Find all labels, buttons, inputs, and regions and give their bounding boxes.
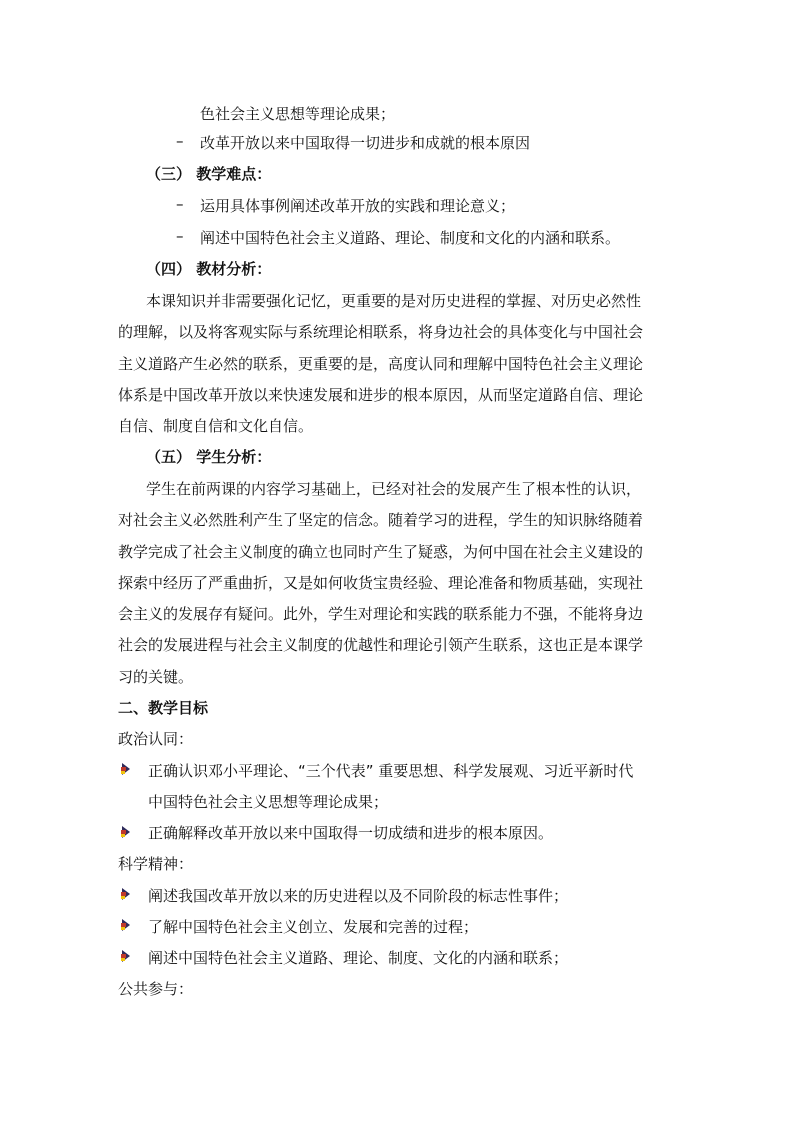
paragraph-line: 体系是中国改革开放以来快速发展和进步的根本原因，从而坚定道路自信、理论: [118, 386, 644, 404]
paragraph-line: 对社会主义必然胜利产生了坚定的信念。随着学习的进程，学生的知识脉络随着: [118, 511, 644, 529]
political-label: 政治认同：: [118, 730, 194, 748]
section-two-heading: 二、教学目标: [118, 699, 209, 717]
paragraph-line: 自信、制度自信和文化自信。: [118, 417, 314, 435]
student-heading: （五） 学生分析：: [146, 448, 272, 466]
textbook-heading: （四） 教材分析：: [146, 260, 272, 278]
list-item: 阐述中国特色社会主义道路、理论、制度、文化的内涵和联系；: [148, 949, 569, 967]
paragraph-line: 学生在前两课的内容学习基础上，已经对社会的发展产生了根本性的认识，: [146, 480, 642, 498]
paragraph-line: 探索中经历了严重曲折，又是如何收货宝贵经验、理论准备和物质基础，实现社: [118, 574, 644, 592]
difficulty-heading: （三） 教学难点：: [146, 165, 272, 183]
paragraph-line: 本课知识并非需要强化记忆，更重要的是对历史进程的掌握、对历史必然性: [146, 292, 642, 310]
dash-icon: –: [176, 195, 184, 213]
list-item: 了解中国特色社会主义创立、发展和完善的过程；: [148, 918, 479, 936]
paragraph-line: 的理解，以及将客观实际与系统理论相联系，将身边社会的具体变化与中国社会: [118, 323, 644, 341]
ribbon-bullet-icon: [120, 825, 132, 839]
ribbon-bullet-icon: [120, 949, 132, 963]
list-item: 正确认识邓小平理论、“三个代表” 重要思想、科学发展观、习近平新时代: [148, 762, 634, 780]
dash-icon: –: [176, 132, 184, 150]
ribbon-bullet-icon: [120, 762, 132, 776]
list-item: 正确解释改革开放以来中国取得一切成绩和进步的根本原因。: [148, 824, 554, 842]
list-item-cont: 中国特色社会主义思想等理论成果；: [148, 793, 389, 811]
science-label: 科学精神：: [118, 855, 194, 873]
focus-item-1-tail: 色社会主义思想等理论成果；: [200, 105, 396, 123]
paragraph-line: 会主义的发展存有疑问。此外，学生对理论和实践的联系能力不强，不能将身边: [118, 605, 644, 623]
public-label: 公共参与：: [118, 980, 194, 998]
focus-item-2: 改革开放以来中国取得一切进步和成就的根本原因: [200, 134, 531, 152]
difficulty-item: 阐述中国特色社会主义道路、理论、制度和文化的内涵和联系。: [200, 229, 621, 247]
ribbon-bullet-icon: [120, 887, 132, 901]
list-item: 阐述我国改革开放以来的历史进程以及不同阶段的标志性事件；: [148, 887, 569, 905]
paragraph-line: 习的关键。: [118, 668, 194, 686]
paragraph-line: 社会的发展进程与社会主义制度的优越性和理论引领产生联系，这也正是本课学: [118, 636, 644, 654]
dash-icon: –: [176, 227, 184, 245]
difficulty-item: 运用具体事例阐述改革开放的实践和理论意义；: [200, 197, 516, 215]
ribbon-bullet-icon: [120, 918, 132, 932]
paragraph-line: 教学完成了社会主义制度的确立也同时产生了疑惑，为何中国在社会主义建设的: [118, 543, 644, 561]
paragraph-line: 主义道路产生必然的联系，更重要的是，高度认同和理解中国特色社会主义理论: [118, 355, 644, 373]
